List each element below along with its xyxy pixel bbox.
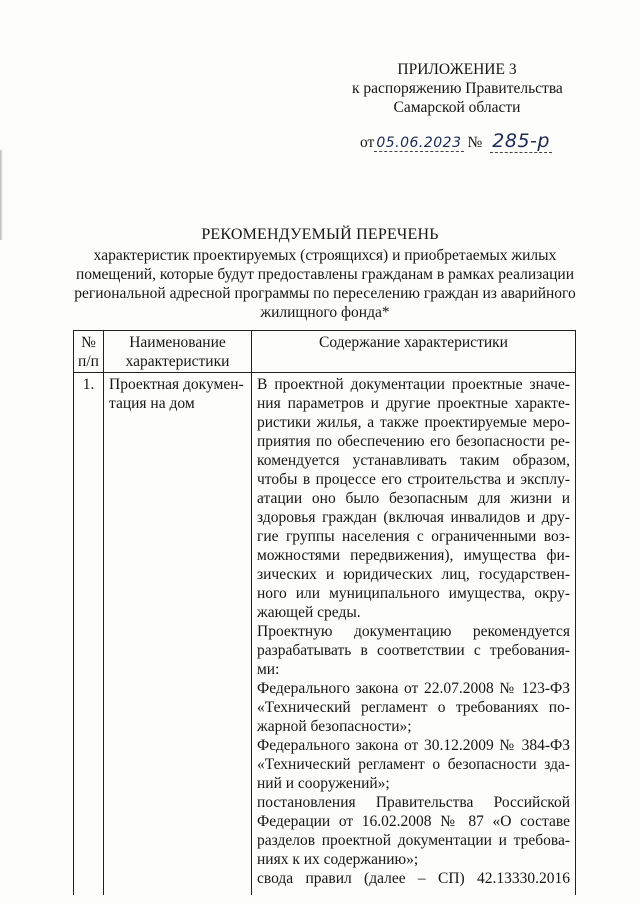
handwritten-number: 285-р	[492, 130, 550, 152]
content-line: жарной безопасности»;	[257, 718, 412, 735]
order-date-number	[360, 130, 552, 153]
header-number-line1: №	[81, 334, 96, 351]
document-subtitle	[70, 246, 580, 322]
row-name	[104, 373, 252, 896]
content-line: приятия по обеспечению его безопасности ре-	[257, 433, 570, 450]
content-line: зических и юридических лиц, государствен-	[257, 566, 570, 583]
content-line: ния параметров и другие проектные характе-	[257, 395, 570, 412]
content-line: Федерального закона от 30.12.2009 № 384-ФЗ	[257, 737, 570, 754]
appendix-subtitle-1: к распоряжению Правительства	[352, 80, 563, 97]
table-row	[74, 373, 576, 896]
content-line: здоровья граждан (включая инвалидов и дру-	[257, 509, 570, 526]
content-line: «Технический регламент о безопасности зда-	[257, 756, 570, 773]
content-line: Федерального закона от 22.07.2008 № 123-ФЗ	[257, 680, 570, 697]
handwritten-date: 05.06.2023	[376, 135, 462, 151]
header-number-line2: п/п	[78, 353, 99, 370]
row-content	[252, 373, 576, 896]
content-line: свода правил (далее – СП) 42.13330.2016	[257, 870, 570, 887]
appendix-header	[352, 60, 562, 117]
content-line: ного или муниципального имущества, окру-	[257, 585, 570, 602]
subtitle-line: региональной адресной программы по переселению граждан из аварийного	[74, 285, 576, 302]
content-line: чтобы в процессе его строительства и эксплу-	[257, 471, 570, 488]
content-line: атации оно было безопасным для жизни и	[257, 490, 570, 507]
content-line: Проектную документацию рекомендуется	[257, 623, 570, 640]
header-name	[104, 331, 252, 373]
content-line: комендуется устанавливать таким образом,	[257, 452, 570, 469]
row-number: 1.	[74, 373, 104, 896]
content-line: ми:	[257, 661, 280, 678]
content-line: жающей среды.	[257, 604, 361, 621]
header-name-line1: Наименование	[129, 334, 226, 351]
content-line: «Технический регламент о требованиях по-	[257, 699, 570, 716]
date-prefix: от	[360, 134, 375, 151]
header-name-line2: характеристики	[125, 353, 230, 370]
content-line: можностями передвижения), имущества фи-	[257, 547, 570, 564]
content-line: гие группы населения с ограниченными воз-	[257, 528, 570, 545]
content-line: Федерации от 16.02.2008 № 87 «О составе	[257, 813, 570, 830]
table-header-row	[74, 331, 576, 373]
content-line: разрабатывать в соответствии с требования-	[257, 642, 570, 659]
appendix-title: ПРИЛОЖЕНИЕ 3	[397, 61, 517, 78]
characteristics-table	[73, 330, 576, 895]
content-line: ристики жилья, а также проектируемые меро-	[257, 414, 570, 431]
number-prefix: №	[467, 134, 483, 151]
content-line: В проектной документации проектные значе-	[257, 376, 570, 393]
row-name-line: Проектная докумен-	[109, 376, 244, 393]
content-line: постановления Правительства Российской	[257, 794, 570, 811]
subtitle-line: характеристик проектируемых (строящихся) и приобретаемых жилых	[93, 247, 557, 264]
appendix-subtitle-2: Самарской области	[393, 99, 521, 116]
subtitle-line: помещений, которые будут предоставлены гражданам в рамках реализации	[75, 266, 575, 283]
subtitle-line: жилищного фонда*	[260, 304, 390, 321]
content-line: ниях к их содержанию»;	[257, 851, 419, 868]
content-line: ний и сооружений»;	[257, 775, 390, 792]
content-line: разделов проектной документации и требова-	[257, 832, 570, 849]
header-number	[74, 331, 104, 373]
row-name-line: тация на дом	[109, 395, 195, 412]
header-content: Содержание характеристики	[252, 331, 576, 373]
document-title: РЕКОМЕНДУЕМЫЙ ПЕРЕЧЕНЬ	[201, 226, 439, 243]
